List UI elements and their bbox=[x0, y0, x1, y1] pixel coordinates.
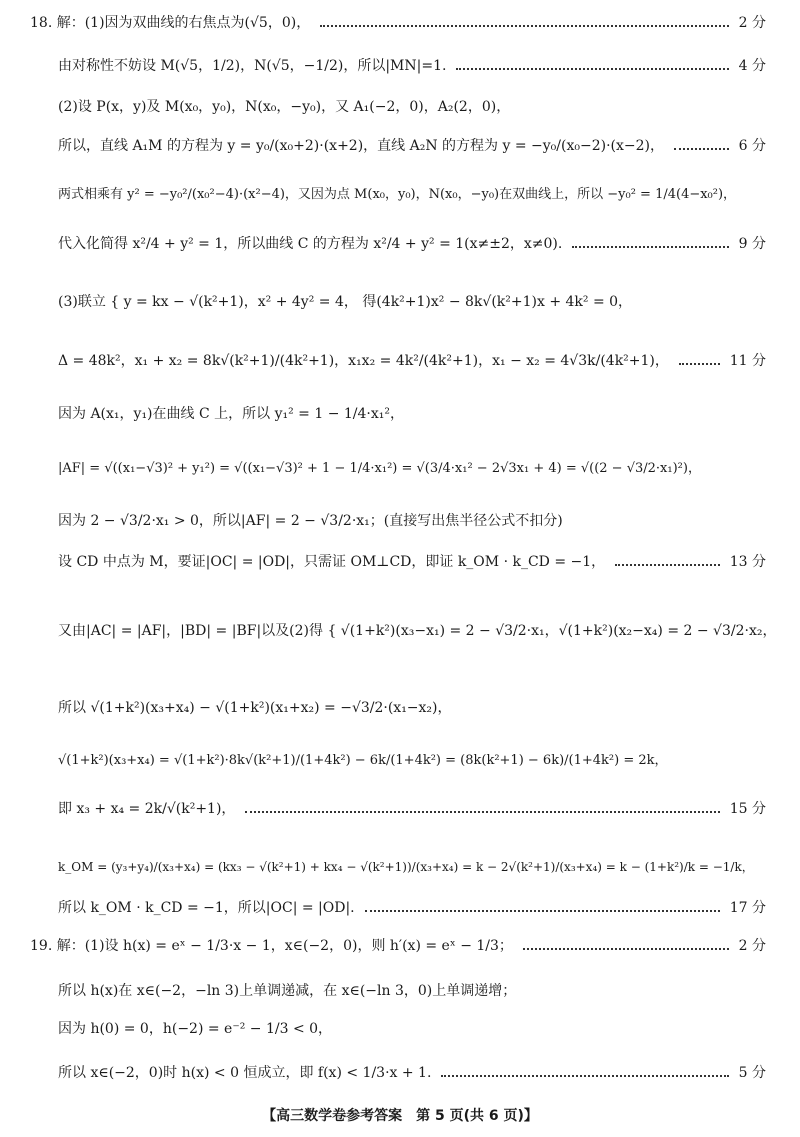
answer-line bbox=[58, 982, 766, 1000]
answer-line bbox=[58, 899, 766, 917]
dot-leader bbox=[572, 246, 728, 248]
dot-leader bbox=[615, 564, 720, 566]
line-text: 19. 解：(1)设 h(x) = eˣ − 1/3·x − 1，x∈(−2，0)，则 h′(x) = eˣ − 1/3； bbox=[30, 938, 513, 954]
line-score: 5 分 bbox=[738, 1065, 766, 1081]
answer-line bbox=[58, 293, 766, 311]
answer-line bbox=[58, 137, 766, 155]
line-text: 因为 h(0) = 0，h(−2) = e⁻² − 1/3 < 0， bbox=[58, 1021, 333, 1037]
line-text: 所以 h(x)在 x∈(−2，−ln 3)上单调递减，在 x∈(−ln 3，0)上单调递增； bbox=[58, 983, 517, 999]
page-footer: 【高三数学卷参考答案 第 5 页(共 6 页)】 bbox=[262, 1108, 538, 1124]
answer-line bbox=[58, 57, 766, 75]
answer-line bbox=[58, 1020, 766, 1038]
line-text: 18. 解：(1)因为双曲线的右焦点为(√5，0)， bbox=[30, 15, 311, 31]
answer-line bbox=[58, 352, 766, 370]
answer-line bbox=[58, 460, 766, 478]
dot-leader bbox=[365, 910, 720, 912]
answer-line bbox=[58, 752, 766, 770]
answer-line bbox=[58, 405, 766, 423]
line-score: 6 分 bbox=[738, 138, 766, 154]
answer-line bbox=[58, 235, 766, 253]
line-text: (3)联立 { y = kx − √(k²+1)，x² + 4y² = 4， 得(4k²+1)x² − 8k√(k²+1)x + 4k² = 0， bbox=[58, 294, 633, 310]
dot-leader bbox=[320, 25, 728, 27]
line-text: 又由|AC| = |AF|，|BD| = |BF|以及(2)得 { √(1+k²)(x₃−x₁) = 2 − √3/2·x₁，√(1+k²)(x₂−x₄) = 2 − √3/2·x₂， bbox=[58, 623, 777, 639]
answer-line bbox=[30, 937, 766, 955]
answer-line bbox=[58, 186, 766, 204]
line-text: 所以 x∈(−2，0)时 h(x) < 0 恒成立，即 f(x) < 1/3·x + 1. bbox=[58, 1065, 432, 1081]
line-text: Δ = 48k²，x₁ + x₂ = 8k√(k²+1)/(4k²+1)，x₁x₂ = 4k²/(4k²+1)，x₁ − x₂ = 4√3k/(4k²+1)， bbox=[58, 353, 669, 369]
line-score: 15 分 bbox=[729, 801, 766, 817]
line-score: 13 分 bbox=[729, 554, 766, 570]
line-text: |AF| = √((x₁−√3)² + y₁²) = √((x₁−√3)² + 1 − 1/4·x₁²) = √(3/4·x₁² − 2√3x₁ + 4) = √((2 − √3/2·x₁)²)， bbox=[58, 461, 701, 476]
line-text: 由对称性不妨设 M(√5，1/2)，N(√5，−1/2)，所以|MN|=1. bbox=[58, 58, 447, 74]
answer-line bbox=[58, 699, 766, 717]
answer-line bbox=[58, 512, 766, 530]
line-text: 因为 2 − √3/2·x₁ > 0，所以|AF| = 2 − √3/2·x₁；(直接写出焦半径公式不扣分) bbox=[58, 513, 563, 529]
dot-leader bbox=[245, 811, 719, 813]
dot-leader bbox=[456, 68, 728, 70]
dot-leader bbox=[679, 363, 720, 365]
line-text: 设 CD 中点为 M，要证|OC| = |OD|，只需证 OM⊥CD，即证 k_OM · k_CD = −1， bbox=[58, 554, 606, 570]
dot-leader bbox=[523, 948, 729, 950]
line-text: 所以 k_OM · k_CD = −1，所以|OC| = |OD|. bbox=[58, 900, 355, 916]
line-score: 4 分 bbox=[738, 58, 766, 74]
line-text: k_OM = (y₃+y₄)/(x₃+x₄) = (kx₃ − √(k²+1) + kx₄ − √(k²+1))/(x₃+x₄) = k − 2√(k²+1)/(x₃+x₄) = k − (1+k²)/k = −1/k， bbox=[58, 860, 754, 874]
line-score: 11 分 bbox=[729, 353, 766, 369]
line-text: √(1+k²)(x₃+x₄) = √(1+k²)·8k√(k²+1)/(1+4k²) − 6k/(1+4k²) = (8k(k²+1) − 6k)/(1+4k²) = 2k， bbox=[58, 753, 668, 768]
dot-leader bbox=[441, 1075, 728, 1077]
line-text: 所以 √(1+k²)(x₃+x₄) − √(1+k²)(x₁+x₂) = −√3/2·(x₁−x₂)， bbox=[58, 700, 452, 716]
answer-line bbox=[58, 800, 766, 818]
answer-line bbox=[58, 622, 777, 640]
line-text: 即 x₃ + x₄ = 2k/√(k²+1)， bbox=[58, 801, 236, 817]
answer-line bbox=[58, 553, 766, 571]
line-text: 代入化简得 x²/4 + y² = 1，所以曲线 C 的方程为 x²/4 + y² = 1(x≠±2，x≠0). bbox=[58, 236, 563, 252]
line-score: 2 分 bbox=[738, 15, 766, 31]
line-text: 两式相乘有 y² = −y₀²/(x₀²−4)·(x²−4)，又因为点 M(x₀，y₀)，N(x₀，−y₀)在双曲线上，所以 −y₀² = 1/4(4−x₀²)， bbox=[58, 187, 737, 202]
answer-line bbox=[58, 1064, 766, 1082]
answer-line bbox=[58, 98, 766, 116]
line-text: 因为 A(x₁，y₁)在曲线 C 上，所以 y₁² = 1 − 1/4·x₁²， bbox=[58, 406, 404, 422]
line-score: 2 分 bbox=[738, 938, 766, 954]
line-score: 17 分 bbox=[729, 900, 766, 916]
line-text: (2)设 P(x，y)及 M(x₀，y₀)，N(x₀，−y₀)，又 A₁(−2，0)，A₂(2，0)， bbox=[58, 99, 511, 115]
line-score: 9 分 bbox=[738, 236, 766, 252]
line-text: 所以，直线 A₁M 的方程为 y = y₀/(x₀+2)·(x+2)，直线 A₂N 的方程为 y = −y₀/(x₀−2)·(x−2)， bbox=[58, 138, 664, 154]
dot-leader bbox=[674, 148, 729, 150]
answer-line bbox=[30, 14, 766, 32]
answer-line bbox=[58, 858, 766, 876]
